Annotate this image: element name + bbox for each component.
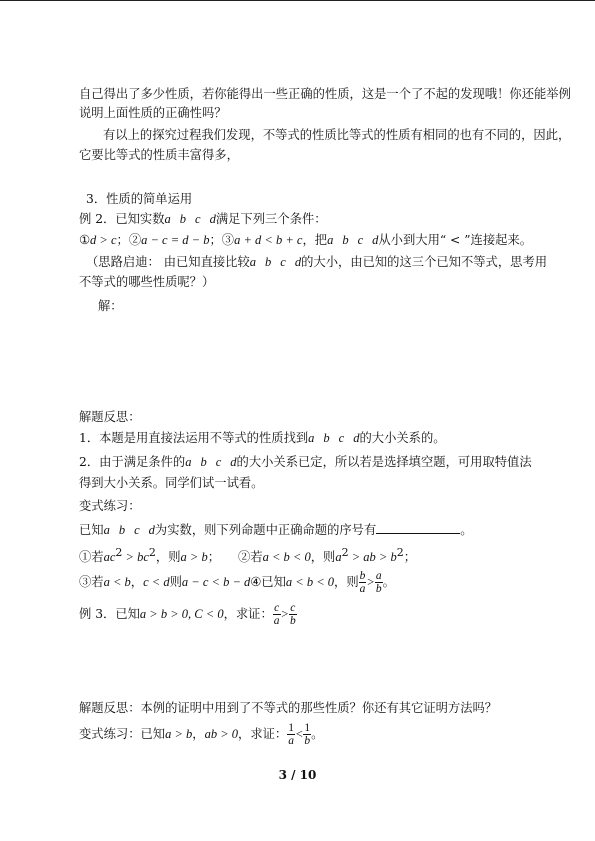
prop-1-then: ，则 xyxy=(155,550,181,565)
prop-2-concl-a: a xyxy=(335,550,342,565)
condition-join: ，把 xyxy=(302,233,328,247)
top-rule xyxy=(0,0,595,1)
example-3-prefix: 例 3．已知 xyxy=(79,607,140,621)
prop-4-end: 。 xyxy=(382,575,395,589)
prop-3-expr-2: c < d xyxy=(143,575,170,589)
sup-2: 2 xyxy=(148,546,156,559)
solution-label: 解： xyxy=(98,299,123,313)
paragraph-2-line-1: 有以上的探究过程我们发现，不等式的性质比等式的性质有相同的也有不同的，因此， xyxy=(103,128,571,142)
reflection-1 xyxy=(79,430,446,446)
example-3-prove: ，求证： xyxy=(223,607,273,621)
condition-3-expr: a + d < b + c xyxy=(234,233,303,247)
prop-4-expr: a < b < 0 xyxy=(285,575,335,589)
var-d: d xyxy=(372,233,379,247)
var-d: d xyxy=(148,523,155,537)
var-a: a xyxy=(327,233,334,247)
fraction-numerator: c xyxy=(290,602,296,614)
greater-than-sign: > xyxy=(280,607,289,621)
prop-3-label: ③若 xyxy=(79,575,104,589)
prop-2-then: ，则 xyxy=(310,550,336,565)
reflection-title: 解题反思： xyxy=(79,410,141,424)
example-2-prefix: 例 2．已知实数 xyxy=(79,212,165,226)
fraction-denominator: b xyxy=(375,583,382,595)
fraction-denominator: b xyxy=(289,615,296,627)
reflection-2-prefix: 2．由于满足条件的 xyxy=(79,455,186,469)
proposition-1 xyxy=(79,545,220,565)
paragraph-1-line-2: 说明上面性质的正确性吗？ xyxy=(79,106,227,120)
var-b: b xyxy=(265,255,272,269)
fraction-c-over-a xyxy=(273,602,281,627)
fraction-a-over-b xyxy=(375,570,383,595)
variant-2-end: 。 xyxy=(311,727,324,741)
fraction-denominator: a xyxy=(273,615,280,627)
condition-2-expr: a − c = d − b xyxy=(141,233,210,247)
fraction-numerator: 1 xyxy=(288,722,294,734)
var-b: b xyxy=(323,431,330,445)
prop-3-conclusion: a − c < b − d xyxy=(181,575,251,589)
proposition-2 xyxy=(238,545,416,565)
example-2-conditions xyxy=(79,232,532,248)
paragraph-1-line-1: 自己得出了多少性质，若你能得出一些正确的性质，这是一个了不起的发现哦！你还能举例 xyxy=(79,87,571,101)
sup-2: 2 xyxy=(115,546,123,559)
prop-2-semicolon: ； xyxy=(403,550,417,565)
example-2-suffix: 满足下列三个条件： xyxy=(215,212,327,226)
condition-sep-1: ；② xyxy=(116,233,142,247)
page-number: 3 / 10 xyxy=(278,768,317,782)
fraction-c-over-b xyxy=(289,602,297,627)
paragraph-2-line-2: 它要比等式的性质丰富得多， xyxy=(79,148,239,162)
variant-2-expr-2: ab > 0 xyxy=(204,727,239,741)
sup-2: 2 xyxy=(396,546,404,559)
prop-1-expr-b: > bc xyxy=(122,550,149,565)
var-a: a xyxy=(164,212,171,226)
condition-sep-2: ；③ xyxy=(209,233,235,247)
variant-end: 。 xyxy=(460,523,473,537)
example-2-statement xyxy=(79,211,327,227)
prop-4-label: ④已知 xyxy=(250,575,286,589)
prop-1-conclusion: a > b xyxy=(180,550,208,565)
variant-2-prefix: 变式练习：已知 xyxy=(79,727,166,741)
answer-blank[interactable] xyxy=(376,521,460,534)
var-c: c xyxy=(134,523,140,537)
reflection-1-suffix: 的大小关系的。 xyxy=(359,431,446,445)
prop-3-expr-1: a < b xyxy=(103,575,131,589)
prop-2-concl-b: > ab > b xyxy=(348,550,397,565)
variant-2-statement xyxy=(79,722,323,747)
hint-mid: 的大小，由已知的这三个已知不等式，思考用 xyxy=(301,255,548,269)
var-b: b xyxy=(342,233,349,247)
var-c: c xyxy=(195,212,201,226)
prop-3-comma: ， xyxy=(130,575,144,589)
prop-4-then: ，则 xyxy=(334,575,359,589)
example-3-expr: a > b > 0, C < 0 xyxy=(139,607,224,621)
variant-question xyxy=(79,521,473,538)
fraction-1-over-b xyxy=(303,722,311,747)
prop-2-expr: a < b < 0 xyxy=(262,550,311,565)
var-d: d xyxy=(230,455,237,469)
var-a: a xyxy=(308,431,315,445)
fraction-denominator: a xyxy=(359,583,366,595)
var-d: d xyxy=(209,212,216,226)
variant-2-prove: ，求证： xyxy=(238,727,288,741)
fraction-numerator: 1 xyxy=(304,722,311,734)
fraction-numerator: a xyxy=(375,570,382,582)
reflection-2-line-1 xyxy=(79,454,532,470)
variant-2-comma: ， xyxy=(192,727,205,741)
reflection-1-prefix: 1．本题是用直接法运用不等式的性质找到 xyxy=(79,431,309,445)
prop-2-label: ②若 xyxy=(238,550,263,565)
variant-2-expr-1: a > b xyxy=(165,727,193,741)
section-3-title: 3．性质的简单运用 xyxy=(86,192,193,206)
condition-tail: 从小到大用“ < ”连接起来。 xyxy=(378,233,533,247)
prop-1-label: ①若 xyxy=(79,550,104,565)
reflection-2-text: 解题反思：本例的证明中用到了不等式的那些性质？你还有其它证明方法吗？ xyxy=(79,701,498,715)
greater-than-sign: > xyxy=(366,575,375,589)
less-than-sign: < xyxy=(294,727,304,741)
var-d: d xyxy=(353,431,360,445)
var-b: b xyxy=(118,523,126,537)
var-a: a xyxy=(185,455,192,469)
var-c: c xyxy=(357,233,364,247)
var-c: c xyxy=(338,431,345,445)
hint-prefix: （思路启迪： 由已知直接比较 xyxy=(86,255,250,269)
example-3-statement xyxy=(79,602,297,627)
reflection-2-suffix: 的大小关系已定，所以若是选择填空题，可用取特值法 xyxy=(236,455,532,469)
variant-title: 变式练习： xyxy=(79,499,141,513)
condition-1-expr: d > c xyxy=(90,233,117,247)
var-d: d xyxy=(294,255,302,269)
hint-line-2: 不等式的哪些性质呢？） xyxy=(79,275,215,289)
fraction-denominator: b xyxy=(304,735,311,747)
hint-line-1 xyxy=(86,254,547,270)
sup-2: 2 xyxy=(341,546,349,559)
fraction-numerator: b xyxy=(359,570,366,582)
var-a: a xyxy=(103,523,110,537)
reflection-2-line-2: 得到大小关系。同学们试一试看。 xyxy=(79,476,264,490)
var-b: b xyxy=(200,455,207,469)
condition-1-label: ① xyxy=(79,233,91,247)
prop-3-then: 则 xyxy=(169,575,182,589)
variant-prefix: 已知 xyxy=(79,523,104,537)
var-a: a xyxy=(249,255,257,269)
variant-suffix: 为实数，则下列命题中正确命题的序号有 xyxy=(154,523,377,537)
fraction-denominator: a xyxy=(288,735,294,747)
fraction-1-over-a xyxy=(287,722,295,747)
fraction-numerator: c xyxy=(274,602,280,614)
prop-1-expr-a: ac xyxy=(103,550,116,565)
var-b: b xyxy=(179,212,187,226)
var-c: c xyxy=(215,455,222,469)
prop-1-semicolon: ； xyxy=(207,550,221,565)
var-c: c xyxy=(280,255,286,269)
proposition-3-4 xyxy=(79,570,395,595)
